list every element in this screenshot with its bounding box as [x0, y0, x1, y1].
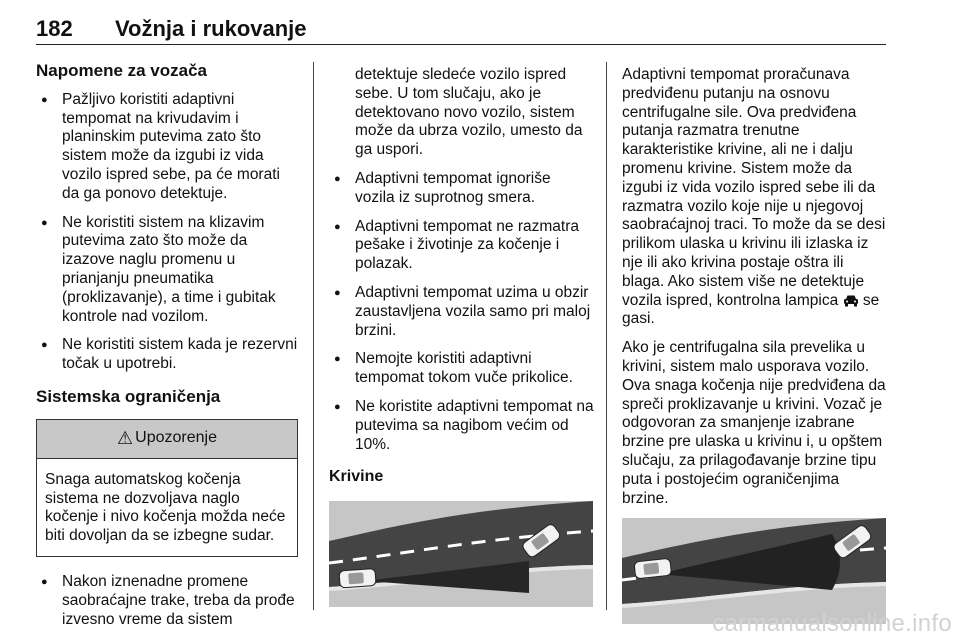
- list-item: ● Adaptivni tempomat uzima u obzir zaustavljena vozila samo pri maloj brzini.: [329, 284, 594, 340]
- page-number: 182: [36, 16, 73, 41]
- column-3: [622, 66, 888, 624]
- bullet-list: [36, 91, 298, 374]
- list-item: ● Ne koristite adaptivni tempomat na putevima sa nagibom većim od 10%.: [329, 398, 594, 454]
- column-1: [36, 62, 298, 639]
- warning-text: Snaga automatskog kočenja sistema ne dozvoljava naglo kočenje i nivo kočenja možda neće biti dovoljan da se izbegne sudar.: [45, 470, 286, 545]
- warning-triangle-icon: ⚠: [117, 428, 134, 449]
- warning-box: [36, 419, 298, 557]
- bullet-list: [36, 573, 298, 629]
- page-title: Vožnja i rukovanje: [115, 16, 307, 41]
- curve-illustration: [329, 501, 593, 607]
- list-item: ● Nakon iznenadne promene saobraćajne trake, treba da prođe izvesno vreme da sistem: [36, 573, 298, 629]
- list-item: ● Adaptivni tempomat ne razmatra pešake i životinje za kočenje i polazak.: [329, 218, 594, 274]
- curve-illustration: [622, 518, 886, 624]
- page-header: [36, 10, 886, 45]
- column-divider: [313, 62, 314, 610]
- list-item: ● Ne koristiti sistem kada je rezervni točak u upotrebi.: [36, 336, 298, 374]
- paragraph-continuation: detektuje sledeće vozilo ispred sebe. U tom slučaju, ako je detektovano novo vozilo, sistem može da ubrza vozilo, umesto da ga uspori.: [355, 66, 583, 159]
- list-item: ● Pažljivo koristiti adaptivni tempomat na krivudavim i planinskim putevima zato što sistem može da izgubi iz vida vozilo ispred sebe, pa će morati da ga ponovo detektuje.: [36, 91, 298, 204]
- warning-title: Upozorenje: [135, 429, 217, 447]
- section-heading: Krivine: [329, 468, 384, 486]
- paragraph-text: se gasi.: [622, 291, 880, 328]
- column-divider: [606, 62, 607, 610]
- list-item: ● Ne koristiti sistem na klizavim putevima zato što može da izazove naglu promenu u prianjanju pneumatika (proklizavanje), a time i gubitak kontrole nad vozilom.: [36, 214, 298, 327]
- section-heading: Napomene za vozača: [36, 61, 208, 80]
- paragraph: Ako je centrifugalna sila prevelika u krivini, sistem malo usporava vozilo. Ova snaga kočenja nije predviđena da spreči proklizavanje u krivini. Vozač je odgovoran za smanjenje izabrane brzine pre ulaska u krivinu i, u opštem slučaju, za prilagođavanje brzine tipu puta i postojećim ograničenjima brzine.: [622, 339, 886, 507]
- column-2: [329, 66, 594, 607]
- list-item: ● Nemojte koristiti adaptivni tempomat tokom vuče prikolice.: [329, 350, 594, 388]
- watermark-text: carmanualsonline.info: [712, 610, 952, 637]
- paragraph: [622, 66, 888, 329]
- bullet-list: [329, 170, 594, 454]
- list-item: ● Adaptivni tempomat ignoriše vozila iz suprotnog smera.: [329, 170, 594, 208]
- vehicle-ahead-icon: [843, 294, 859, 307]
- paragraph-text: Adaptivni tempomat proračunava predviđenu putanju na osnovu centrifugalne sile. Ova predviđena putanja razmatra trenutne karakteristike krivine, ali ne i dalju promenu krivine. Sistem može da izgubi iz vida vozilo ispred sebe ili da razmatra vozilo koje nije u njegovoj saobraćajnoj traci. To može da se desi prilikom ulaska u krivinu ili izlaska iz nje ili ako krivina postaje oštra ili blaga. Ako sistem više ne detektuje vozila ispred, kontrolna lampica: [622, 66, 886, 309]
- warning-header: [37, 420, 297, 459]
- section-subheading: Sistemska ograničenja: [36, 386, 221, 406]
